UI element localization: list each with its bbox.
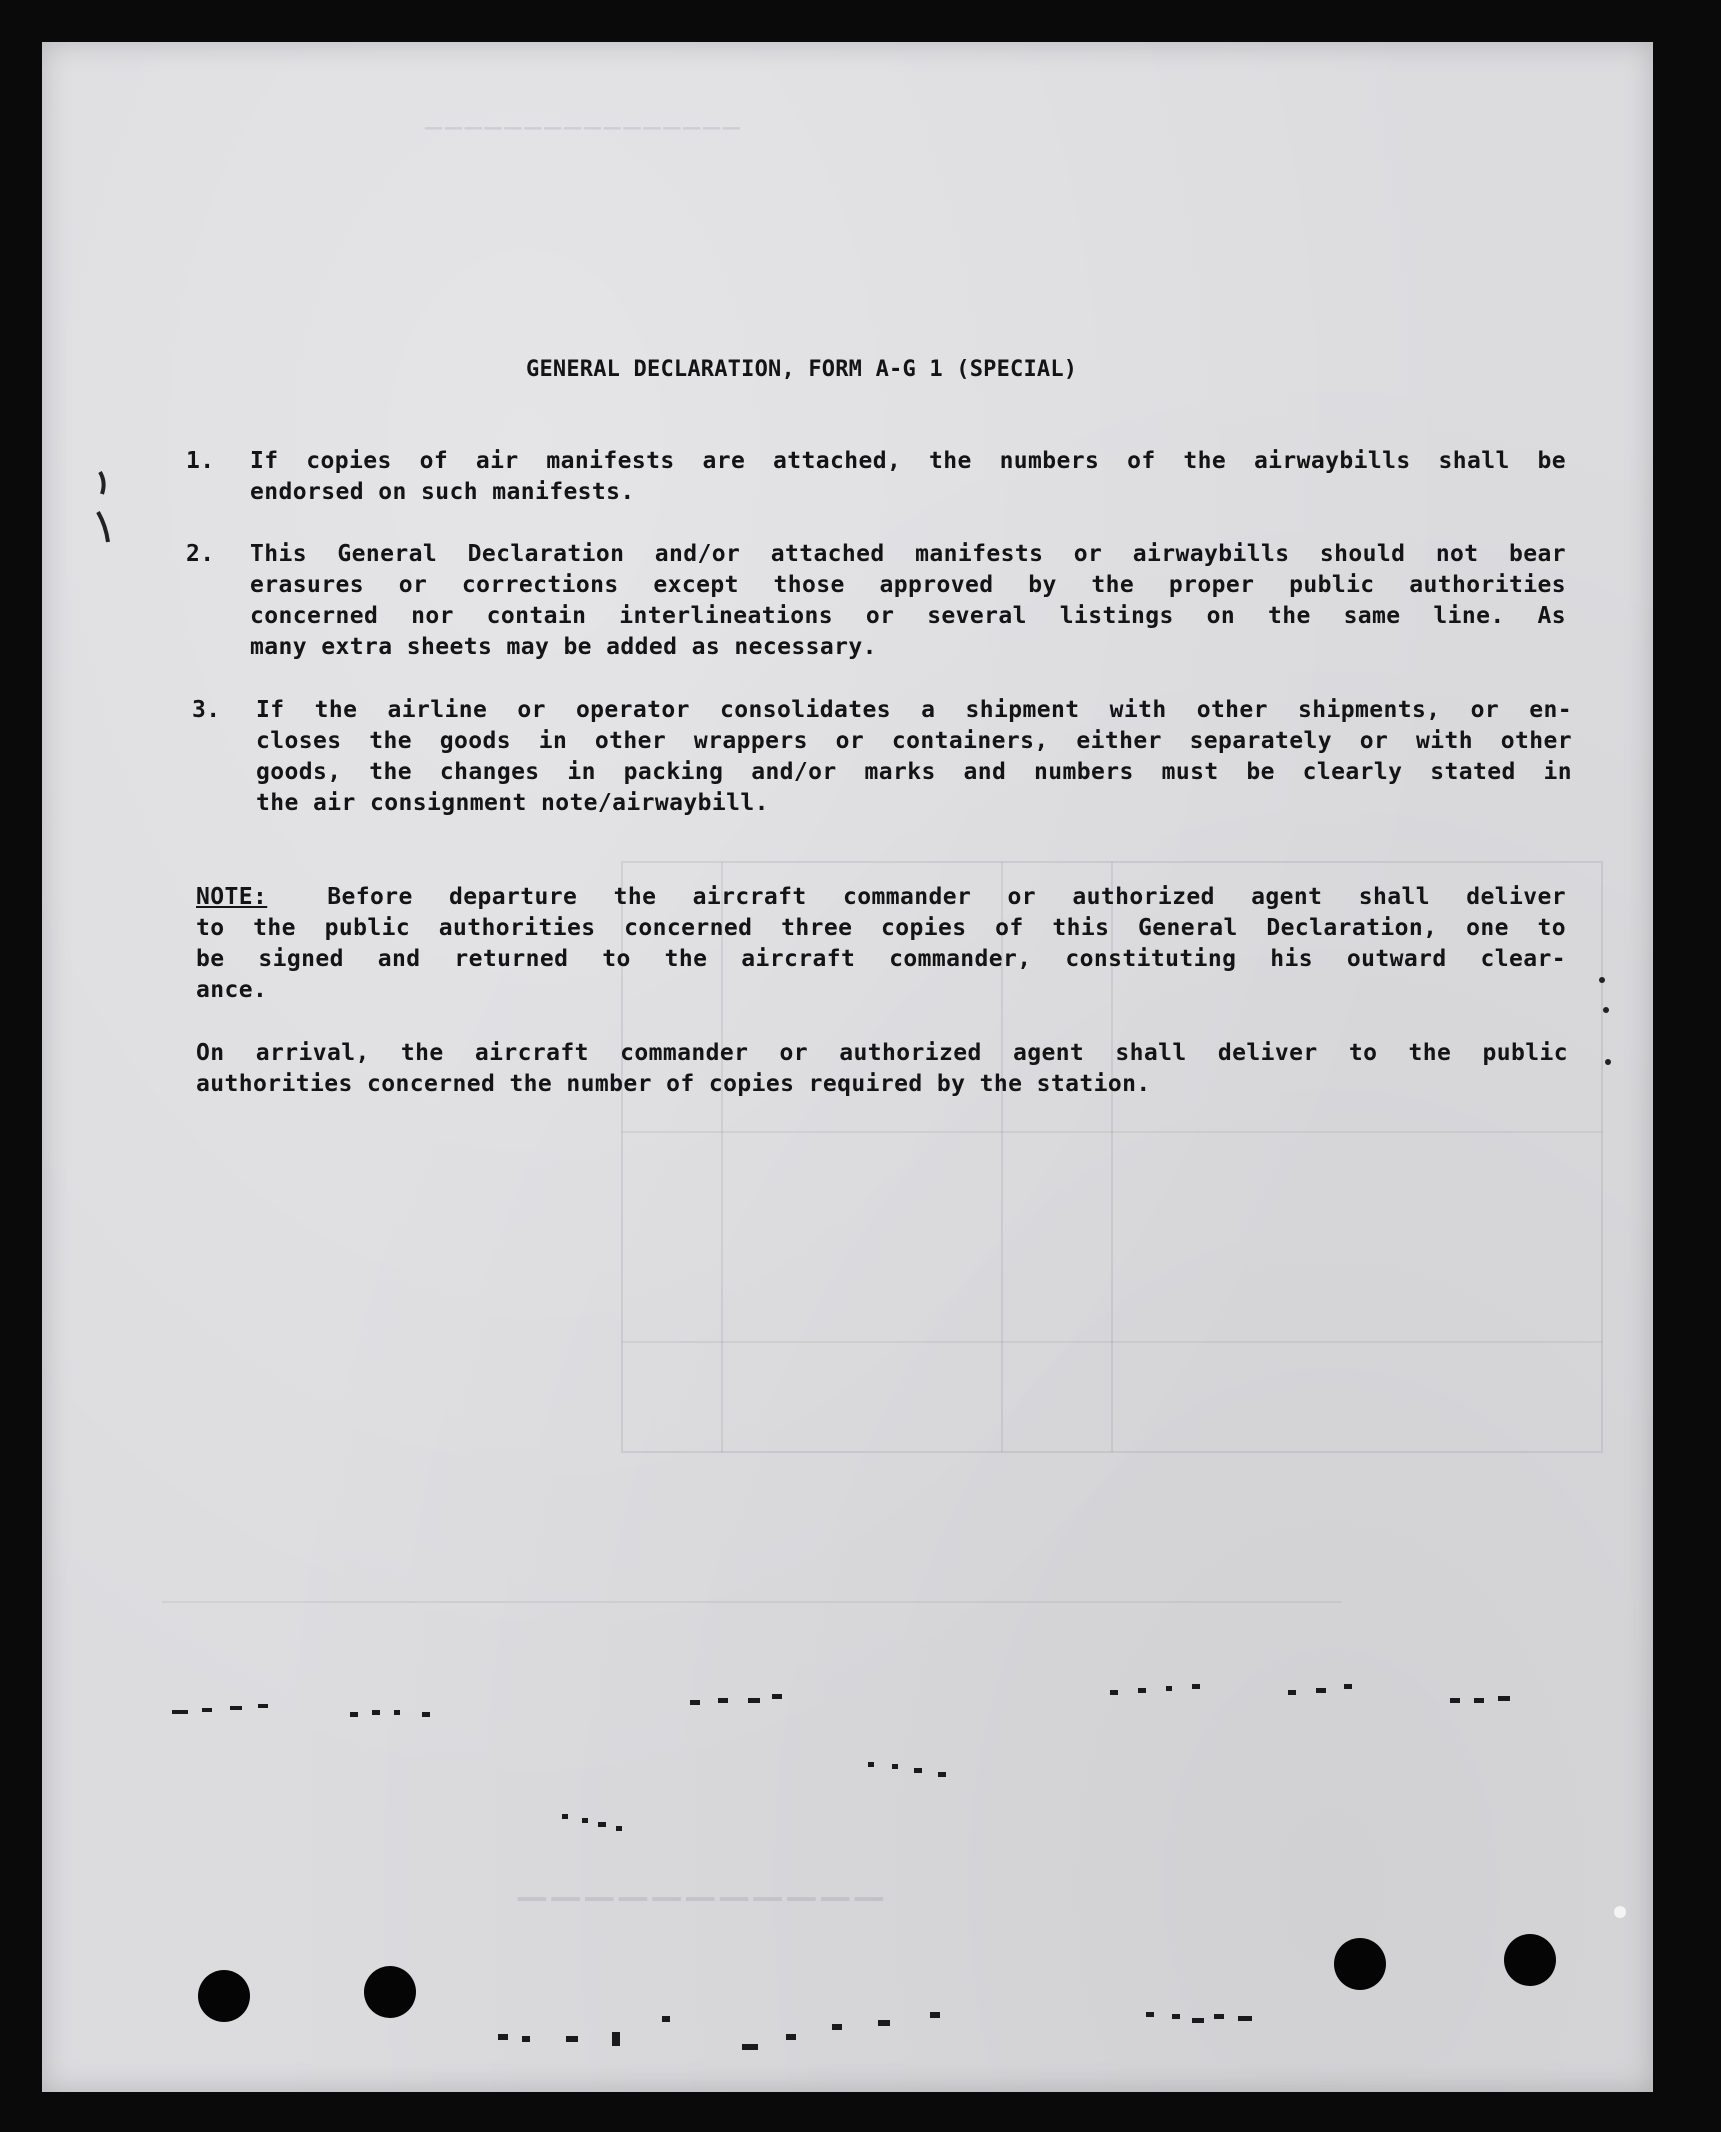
punch-hole <box>1334 1938 1386 1990</box>
note-line: be signed and returned to the aircraft commander, constituting his outward clear- <box>196 946 1566 972</box>
note-line: Before departure the aircraft commander or authorized agent shall deliver <box>327 884 1566 910</box>
bleed-through-decoration: ──────────────── <box>422 112 740 145</box>
item-number: 1. <box>186 448 215 474</box>
form-title: GENERAL DECLARATION, FORM A-G 1 (SPECIAL) <box>526 357 1078 382</box>
arrival-line: authorities concerned the number of copies required by the station. <box>196 1071 1151 1097</box>
item-text <box>256 695 1572 819</box>
instruction-item-2 <box>186 539 1566 663</box>
item-number: 2. <box>186 541 215 567</box>
note-line: to the public authorities concerned three copies of this General Declaration, one to <box>196 915 1566 941</box>
note-line: ance. <box>196 977 268 1003</box>
bleed-through-decoration-2: ─────────── <box>512 1872 883 1926</box>
punch-hole <box>198 1970 250 2022</box>
item-text <box>250 446 1566 508</box>
document-page <box>42 42 1653 2092</box>
instruction-item-1 <box>186 446 1566 508</box>
item-line: the air consignment note/airwaybill. <box>256 790 769 816</box>
item-line: closes the goods in other wrappers or containers, either separately or with other <box>256 728 1572 754</box>
item-line: many extra sheets may be added as necessary. <box>250 634 877 660</box>
arrival-line: On arrival, the aircraft commander or authorized agent shall deliver to the public <box>196 1040 1568 1066</box>
punch-hole <box>1504 1934 1556 1986</box>
arrival-paragraph <box>196 1038 1568 1100</box>
item-line: This General Declaration and/or attached manifests or airwaybills should not bear <box>250 541 1566 567</box>
note-first-line <box>196 882 1566 913</box>
instruction-item-3 <box>192 695 1572 819</box>
item-line: If the airline or operator consolidates a shipment with other shipments, or en- <box>256 697 1572 723</box>
item-line: If copies of air manifests are attached, the numbers of the airwaybills shall be <box>250 448 1566 474</box>
note-label: NOTE: <box>196 884 268 910</box>
item-number: 3. <box>192 697 221 723</box>
note-paragraph <box>196 882 1566 1006</box>
item-line: concerned nor contain interlineations or several listings on the same line. As <box>250 603 1566 629</box>
item-text <box>250 539 1566 663</box>
item-line: erasures or corrections except those approved by the proper public authorities <box>250 572 1566 598</box>
punch-hole <box>364 1966 416 2018</box>
item-line: endorsed on such manifests. <box>250 479 635 505</box>
item-line: goods, the changes in packing and/or marks and numbers must be clearly stated in <box>256 759 1572 785</box>
